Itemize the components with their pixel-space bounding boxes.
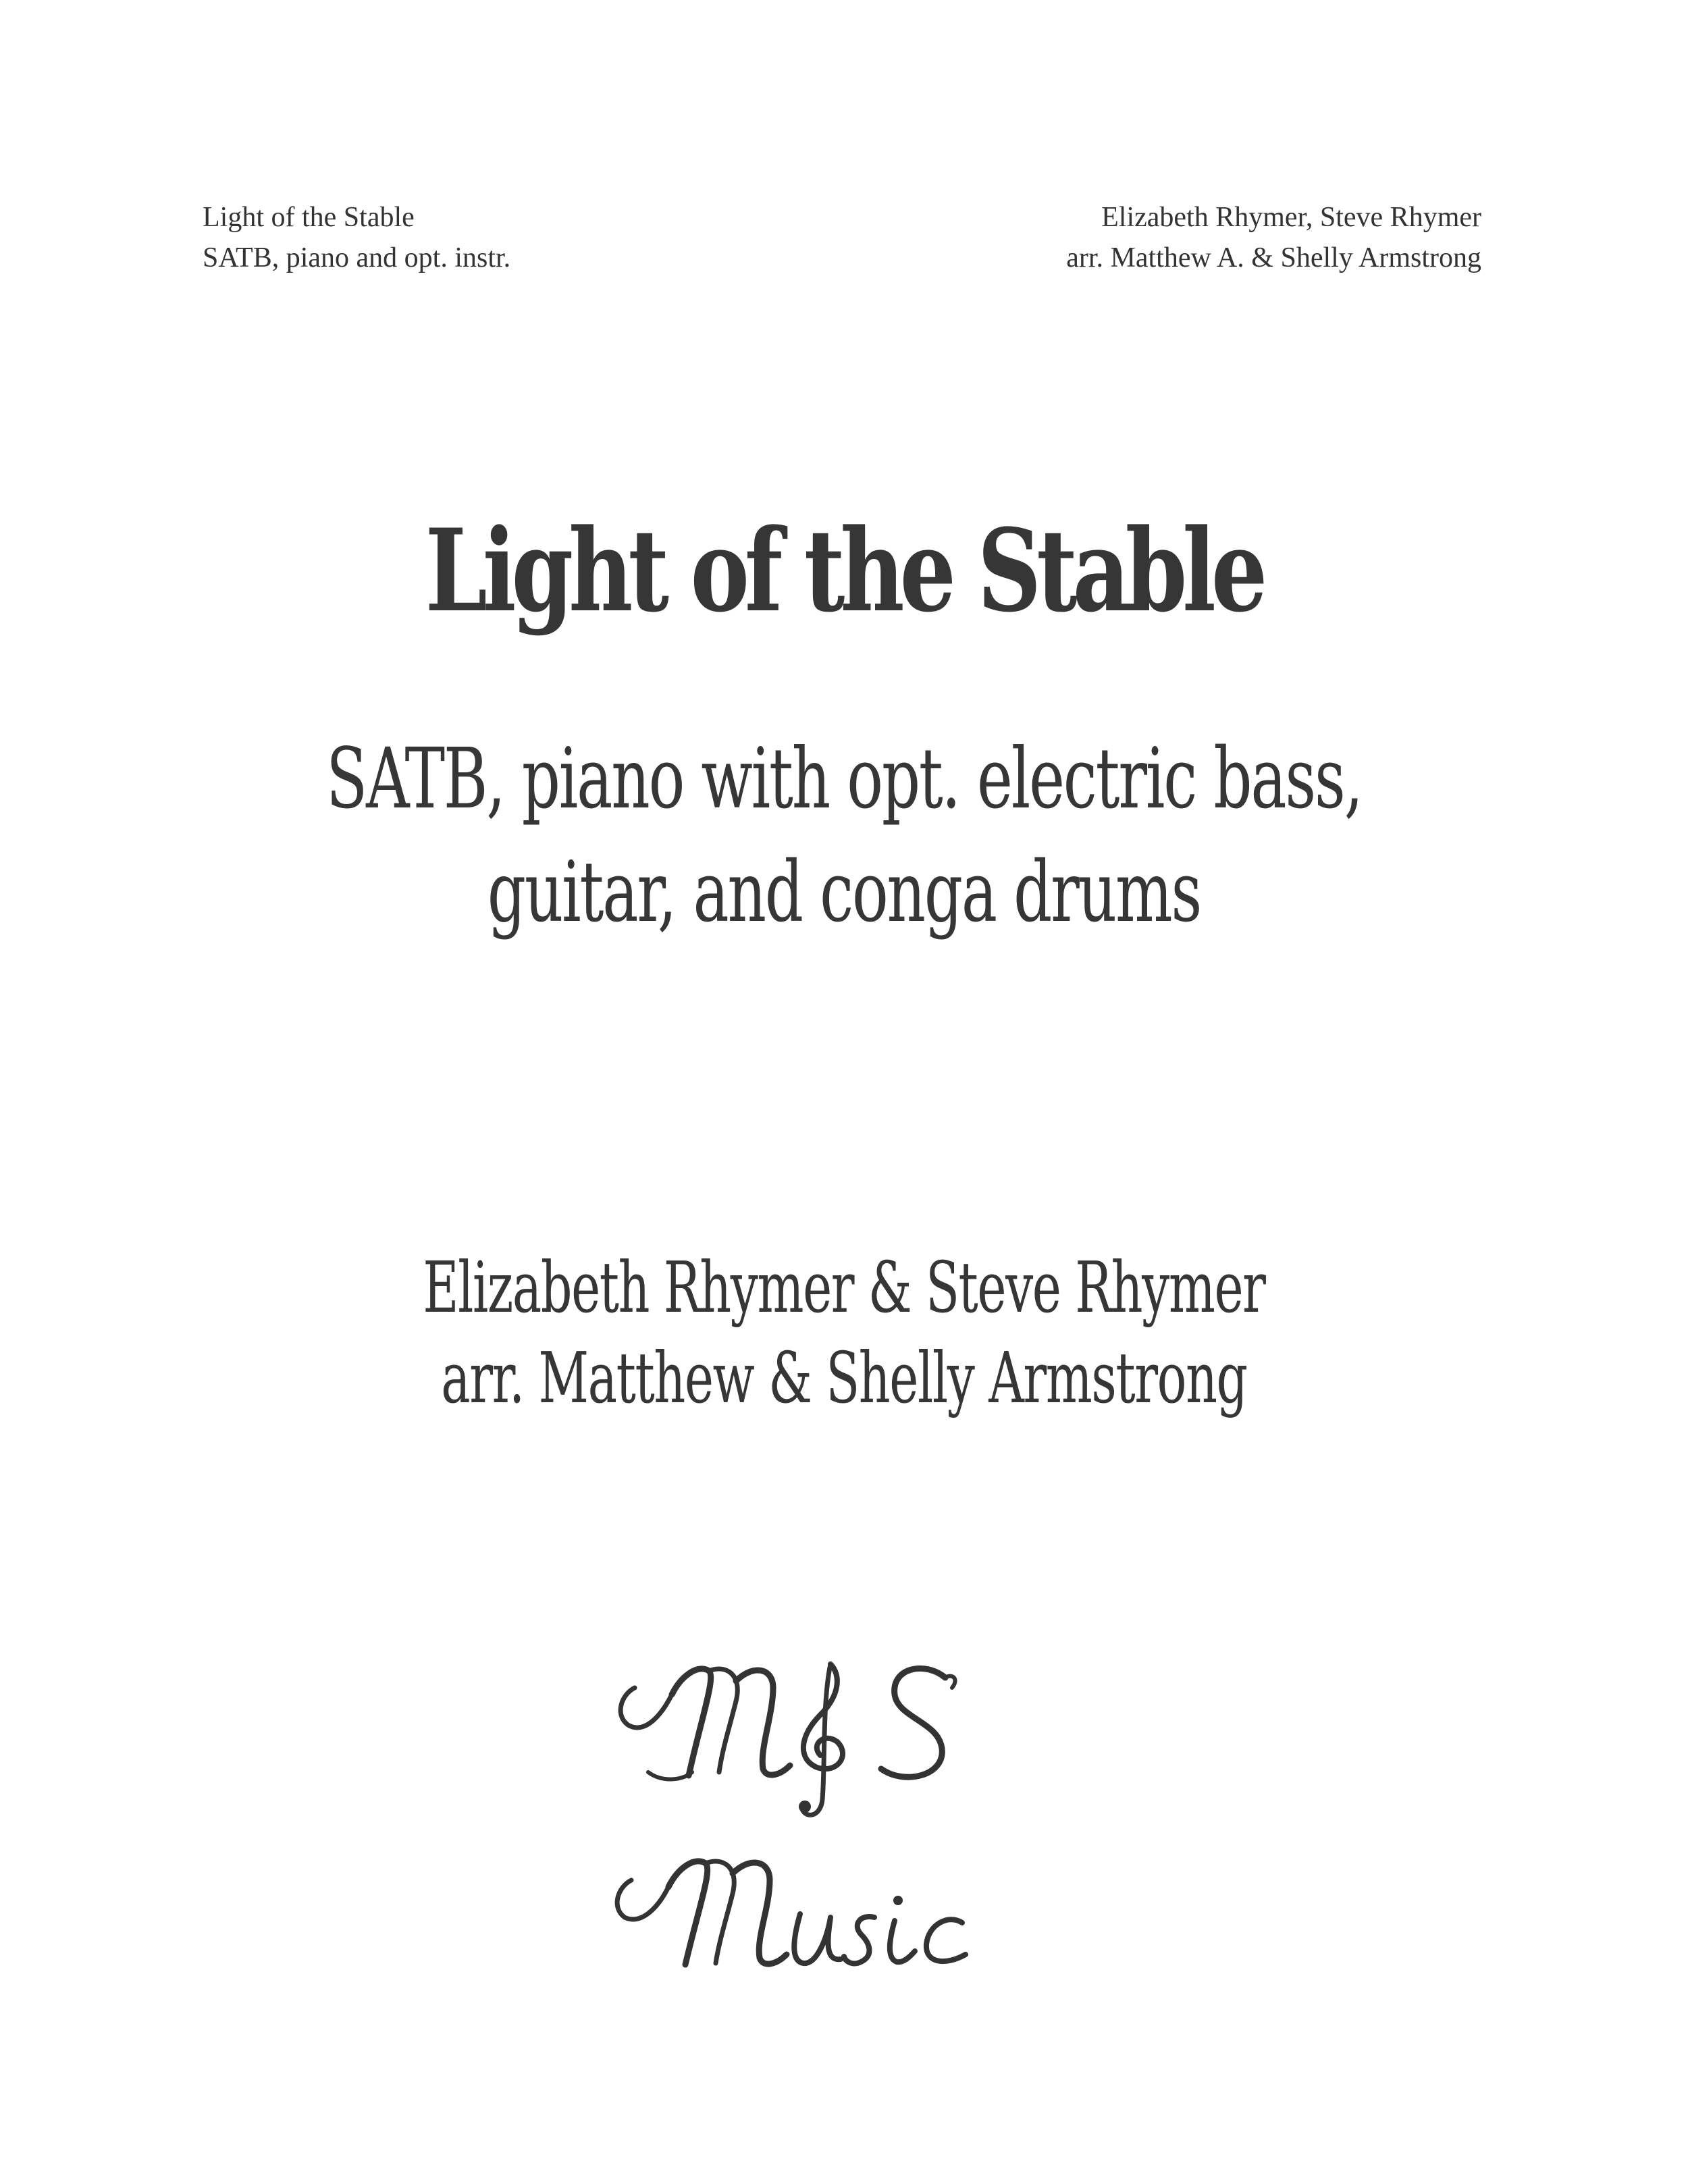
arrangers-credit: arr. Matthew & Shelly Armstrong [441, 1337, 1247, 1419]
composers-credit: Elizabeth Rhymer & Steve Rhymer [423, 1246, 1265, 1329]
header-right [1066, 197, 1481, 278]
credits [253, 1242, 1435, 1423]
logo-letter-m [621, 1669, 790, 1780]
instrumentation-subtitle [236, 722, 1452, 949]
subtitle-line-2: guitar, and conga drums [487, 844, 1201, 941]
logo-letter-s [881, 1668, 955, 1777]
treble-clef-icon [799, 1664, 843, 1815]
header-instrumentation: SATB, piano and opt. instr. [203, 242, 511, 273]
header-composers: Elizabeth Rhymer, Steve Rhymer [1101, 202, 1481, 233]
logo-word-music [617, 1861, 966, 1965]
header-title: Light of the Stable [203, 202, 415, 233]
header-arrangers: arr. Matthew A. & Shelly Armstrong [1066, 242, 1481, 273]
subtitle-line-1: SATB, piano with opt. electric bass, [326, 730, 1362, 828]
header-left [203, 197, 510, 278]
ms-music-logo [608, 1647, 1080, 1998]
page-title: Light of the Stable [425, 504, 1263, 637]
